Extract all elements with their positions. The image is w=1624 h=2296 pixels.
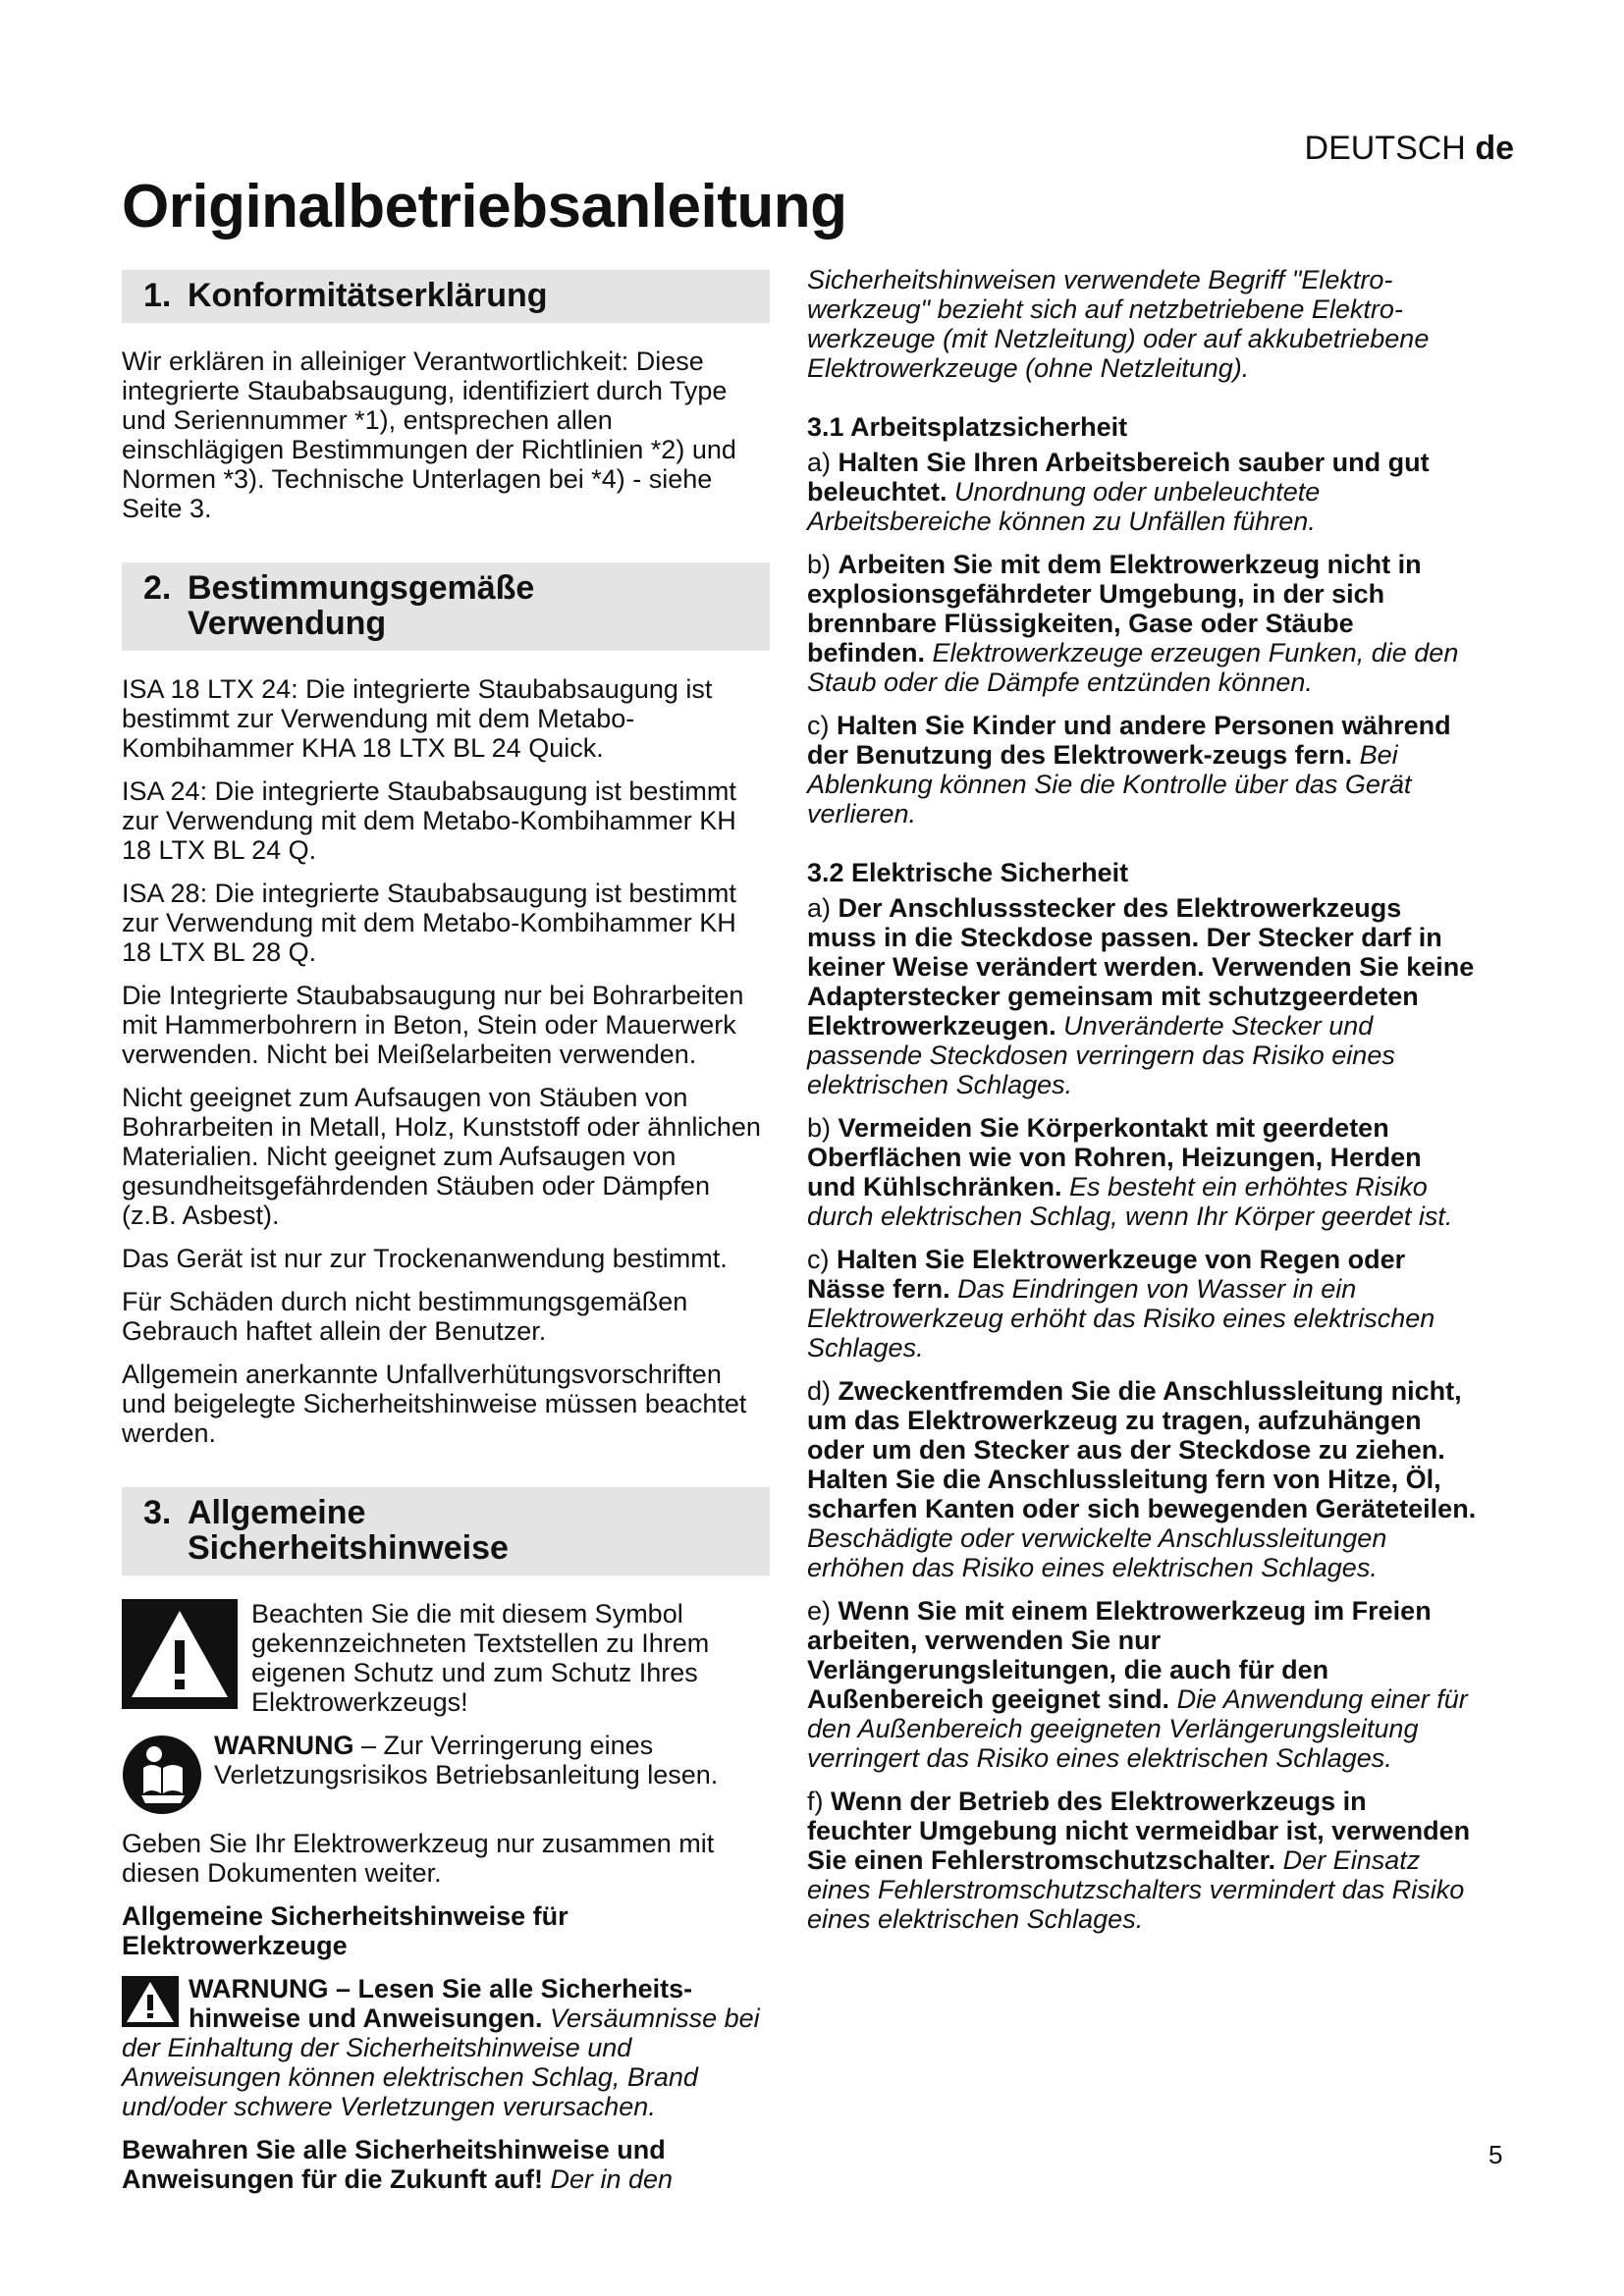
workplace-a: a) Halten Sie Ihren Arbeitsbereich sauber und gut beleuchtet. Unordnung oder unbeleuchtete Arbeitsbereiche können zu Unfällen führen.: [807, 448, 1430, 536]
electrical-safety-heading: 3.2 Elektrische Sicherheit: [807, 858, 1129, 887]
power-tool-definition: Sicherheitshinweisen verwendete Begriff "Elektro-werkzeug" bezieht sich auf netzbetriebene Elektro-werkzeuge (mit Netzleitung) oder auf akkubetriebene Elektrowerkzeuge (ohne Netzleitung).: [807, 265, 1430, 383]
electrical-e: e) Wenn Sie mit einem Elektrowerkzeug im Freien arbeiten, verwenden Sie nur Verlängerungsleitungen, die auch für den Außenbereich geeignet sind. Die Anwendung einer für den Außenbereich geeigneten Verlängerungsleitung verringert das Risiko eines elektrischen Schlages.: [807, 1596, 1468, 1773]
language-label: [1267, 130, 1514, 168]
warning-triangle-icon: [122, 1599, 238, 1709]
symbol-explanation: Beachten Sie die mit diesem Symbol gekennzeichneten Textstellen zu Ihrem eigenen Schutz und zum Schutz Ihres Elektrowerkzeugs!: [251, 1599, 710, 1717]
warning-triangle-small-icon: [122, 1976, 179, 2027]
manual-warning-text: WARNUNG – Zur Verringerung eines Verletzungsrisikos Betriebsanleitung lesen.: [214, 1731, 719, 1789]
read-manual-icon: [122, 1735, 202, 1815]
electrical-f: f) Wenn der Betrieb des Elektrowerkzeugs in feuchter Umgebung nicht vermeidbar ist, verwenden Sie einen Fehlerstromschutzschalter. Der Einsatz eines Fehlerstromschutzschalters vermindert das Risiko eines elektrischen Schlages.: [807, 1787, 1471, 1934]
manual-warning-row: [122, 1731, 770, 1815]
usage-isa18: ISA 18 LTX 24: Die integrierte Staubabsaugung ist bestimmt zur Verwendung mit dem Metabo-Kombihammer KHA 18 LTX BL 24 Quick.: [122, 674, 713, 763]
usage-liability: Für Schäden durch nicht bestimmungsgemäßen Gebrauch haftet allein der Benutzer.: [122, 1287, 688, 1346]
workplace-safety-heading: 3.1 Arbeitsplatzsicherheit: [807, 412, 1128, 442]
section-3-heading: 3. Allgemeine Sicherheitshinweise: [122, 1487, 770, 1575]
page-title: Originalbetriebsanleitung: [122, 173, 847, 240]
section-1-heading: 1. Konformitätserklärung: [122, 270, 770, 323]
usage-dry: Das Gerät ist nur zur Trockenanwendung bestimmt.: [122, 1244, 728, 1273]
usage-not-suitable: Nicht geeignet zum Aufsaugen von Stäuben von Bohrarbeiten in Metall, Holz, Kunststoff oder ähnlichen Materialien. Nicht geeignet zum Aufsaugen von gesundheitsgefährdenden Stäuben oder Dämpfen (z.B. Asbest).: [122, 1083, 761, 1230]
pass-documents: Geben Sie Ihr Elektrowerkzeug nur zusammen mit diesen Dokumenten weiter.: [122, 1829, 715, 1888]
usage-drilling: Die Integrierte Staubabsaugung nur bei Bohrarbeiten mit Hammerbohrern in Beton, Stein oder Mauerwerk verwenden. Nicht bei Meißelarbeiten verwenden.: [122, 981, 744, 1069]
usage-isa24: ISA 24: Die integrierte Staubabsaugung ist bestimmt zur Verwendung mit dem Metabo-Kombihammer KH 18 LTX BL 24 Q.: [122, 776, 736, 865]
conformity-text: Wir erklären in alleiniger Verantwortlichkeit: Diese integrierte Staubabsaugung, identifiziert durch Type und Seriennummer *1), entsprechen allen einschlägigen Bestimmungen der Richtlinien *2) und Normen *3). Technische Unterlagen bei *4) - siehe Seite 3.: [122, 347, 736, 523]
left-column: [122, 270, 770, 2208]
page-number: 5: [1489, 2140, 1503, 2169]
language-word: DEUTSCH: [1304, 130, 1466, 167]
electrical-d: d) Zweckentfremden Sie die Anschlussleitung nicht, um das Elektrowerkzeug zu tragen, aufzuhängen oder um den Stecker aus der Steckdose zu ziehen. Halten Sie die Anschlussleitung fern von Hitze, Öl, scharfen Kanten oder sich bewegenden Geräteteilen. Beschädigte oder verwickelte Anschlussleitungen erhöhen das Risiko eines elektrischen Schlages.: [807, 1376, 1477, 1582]
warning-symbol-row: [122, 1599, 770, 1717]
workplace-c: c) Halten Sie Kinder und andere Personen während der Benutzung des Elektrowerk-zeugs fern. Bei Ablenkung können Sie die Kontrolle über das Gerät verlieren.: [807, 711, 1451, 828]
electrical-c: c) Halten Sie Elektrowerkzeuge von Regen oder Nässe fern. Das Eindringen von Wasser in ein Elektrowerkzeug erhöht das Risiko eines elektrischen Schlages.: [807, 1245, 1435, 1362]
keep-instructions: Bewahren Sie alle Sicherheitshinweise und Anweisungen für die Zukunft auf! Der in den: [122, 2135, 674, 2194]
read-all-warning: WARNUNG – Lesen Sie alle Sicherheits-hinweise und Anweisungen. Versäumnisse bei der Einhaltung der Sicherheitshinweise und Anweisungen können elektrischen Schlag, Brand und/oder schwere Verletzungen verursachen.: [122, 1974, 760, 2121]
general-safety-subheading: Allgemeine Sicherheitshinweise für Elektrowerkzeuge: [122, 1901, 568, 1960]
electrical-a: a) Der Anschlussstecker des Elektrowerkzeugs muss in die Steckdose passen. Der Stecker darf in keiner Weise verändert werden. Verwenden Sie keine Adapterstecker gemeinsam mit schutzgeerdeten Elektrowerkzeugen. Unveränderte Stecker und passende Steckdosen verringern das Risiko eines elektrischen Schlages.: [807, 893, 1475, 1099]
electrical-b: b) Vermeiden Sie Körperkontakt mit geerdeten Oberflächen wie von Rohren, Heizungen, Herden und Kühlschränken. Es besteht ein erhöhtes Risiko durch elektrischen Schlag, wenn Ihr Körper geerdet ist.: [807, 1113, 1453, 1231]
usage-isa28: ISA 28: Die integrierte Staubabsaugung ist bestimmt zur Verwendung mit dem Metabo-Kombihammer KH 18 LTX BL 28 Q.: [122, 879, 736, 967]
language-code: de: [1475, 130, 1514, 167]
usage-regulations: Allgemein anerkannte Unfallverhütungsvorschriften und beigelegte Sicherheitshinweise müssen beachtet werden.: [122, 1360, 747, 1448]
section-2-heading: 2. Bestimmungsgemäße Verwendung: [122, 562, 770, 651]
right-column: [807, 265, 1477, 1948]
workplace-b: b) Arbeiten Sie mit dem Elektrowerkzeug nicht in explosionsgefährdeter Umgebung, in der sich brennbare Flüssigkeiten, Gase oder Stäube befinden. Elektrowerkzeuge erzeugen Funken, die den Staub oder die Dämpfe entzünden können.: [807, 550, 1459, 697]
